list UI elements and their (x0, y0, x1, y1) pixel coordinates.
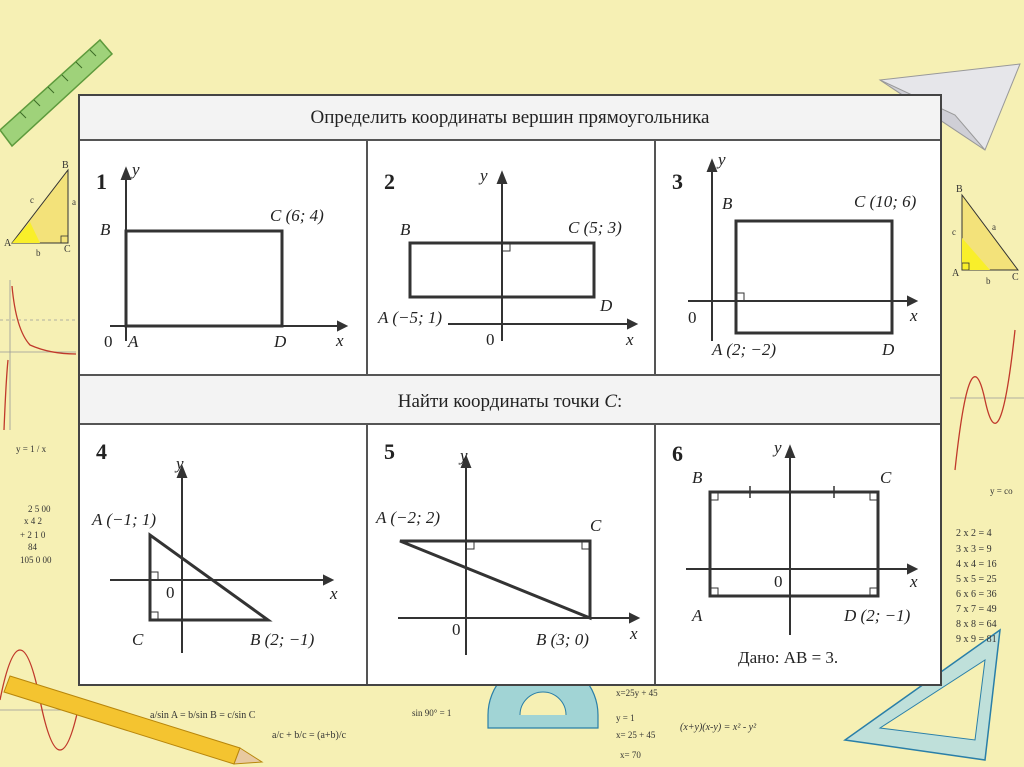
x-label: x (910, 306, 918, 325)
y-label: y (480, 166, 488, 185)
triangle-abc (150, 535, 268, 620)
problem-6-diagram (656, 425, 942, 684)
vertex-b-label: B (2; −1) (250, 630, 315, 649)
triangle-abc (400, 541, 590, 618)
svg-text:3 x 3 = 9: 3 x 3 = 9 (956, 544, 992, 555)
formula-fractions: a/c + b/c = (a+b)/c (272, 730, 347, 741)
section-header-find-c (80, 374, 940, 425)
y-label: y (774, 438, 782, 457)
svg-text:C: C (1012, 272, 1019, 283)
y-label: y (718, 150, 726, 169)
svg-text:A: A (952, 268, 960, 279)
header-mid-var: C (604, 391, 617, 412)
svg-text:a: a (72, 197, 76, 207)
problem-6 (656, 425, 942, 684)
vertex-d-label: D (2; −1) (844, 606, 911, 625)
problem-number: 3 (672, 169, 683, 194)
vertex-c-label: C (5; 3) (568, 218, 622, 237)
vertex-c-label: C (132, 630, 144, 649)
vertex-a-label: A (−5; 1) (378, 308, 443, 327)
svg-text:5 x 5 = 25: 5 x 5 = 25 (956, 574, 997, 585)
y-axis-arrow (708, 161, 716, 171)
svg-text:6 x 6 = 36: 6 x 6 = 36 (956, 589, 997, 600)
problem-number: 2 (384, 169, 395, 194)
y-label: y (460, 446, 468, 465)
problem-5-diagram (368, 425, 654, 684)
vertex-b-label: B (400, 220, 411, 239)
problem-2-diagram (368, 141, 654, 374)
vertex-d-label: D (882, 340, 895, 359)
svg-text:x= 25 + 45: x= 25 + 45 (616, 730, 656, 740)
problem-number: 6 (672, 441, 683, 466)
problem-number: 4 (96, 439, 107, 464)
problem-4-diagram (80, 425, 366, 684)
x-axis-arrow (628, 320, 636, 328)
formula-cos: y = co (990, 486, 1013, 496)
vertex-a-label: A (692, 606, 703, 625)
header-mid-suffix: : (617, 391, 623, 412)
svg-text:x=25y + 45: x=25y + 45 (616, 688, 658, 698)
x-axis-arrow (908, 297, 916, 305)
svg-text:2 x 2 = 4: 2 x 2 = 4 (956, 528, 992, 539)
x-label: x (630, 624, 638, 643)
vertex-a-label: A (128, 332, 139, 351)
svg-text:2 5 00: 2 5 00 (28, 504, 51, 514)
vertex-c-label: C (590, 516, 602, 535)
svg-text:84: 84 (28, 542, 37, 552)
vertex-a-label: A (2; −2) (712, 340, 777, 359)
svg-text:b: b (36, 248, 41, 258)
svg-text:A: A (4, 238, 12, 249)
multiplication-sketch (20, 504, 52, 565)
x-label: x (626, 330, 634, 349)
vertex-b-label: B (100, 220, 111, 239)
svg-text:c: c (952, 227, 956, 237)
equation-system (616, 688, 658, 760)
problem-5 (368, 425, 654, 684)
svg-text:4 x 4 = 16: 4 x 4 = 16 (956, 559, 997, 570)
rectangle-abcd (736, 221, 892, 333)
svg-text:y = 1: y = 1 (616, 713, 635, 723)
svg-text:x= 70: x= 70 (620, 750, 641, 760)
x-label: x (336, 331, 344, 350)
svg-text:8 x 8 = 64: 8 x 8 = 64 (956, 619, 997, 630)
problem-3 (656, 141, 942, 374)
origin-label: 0 (774, 572, 783, 591)
svg-text:C: C (64, 244, 71, 255)
rectangle-abcd (710, 492, 878, 596)
x-axis-arrow (630, 614, 638, 622)
vertex-d-label: D (600, 296, 613, 315)
svg-text:B: B (62, 160, 69, 171)
origin-label: 0 (104, 332, 113, 351)
vertex-b-label: B (692, 468, 703, 487)
problem-number: 5 (384, 439, 395, 464)
formula-sine-rule: a/sin A = b/sin B = c/sin C (150, 710, 256, 721)
vertex-c-label: C (10; 6) (854, 192, 917, 211)
x-label: x (910, 572, 918, 591)
origin-label: 0 (688, 308, 697, 327)
y-axis-arrow (122, 169, 130, 179)
vertex-b-label: B (722, 194, 733, 213)
vertex-b-label: B (3; 0) (536, 630, 589, 649)
x-axis-arrow (324, 576, 332, 584)
problem-1 (80, 141, 366, 374)
svg-text:a: a (992, 222, 996, 232)
origin-label: 0 (452, 620, 461, 639)
svg-text:B: B (956, 184, 963, 195)
rectangle-abcd (126, 231, 282, 326)
svg-text:c: c (30, 195, 34, 205)
svg-text:b: b (986, 276, 991, 286)
squares-table (956, 528, 997, 645)
problem-3-diagram (656, 141, 942, 374)
worksheet (78, 94, 942, 686)
svg-text:7 x 7 = 49: 7 x 7 = 49 (956, 604, 997, 615)
y-axis-arrow (498, 173, 506, 183)
svg-text:x 4 2: x 4 2 (24, 516, 42, 526)
x-axis-arrow (338, 322, 346, 330)
problem-4 (80, 425, 366, 684)
svg-text:105 0 00: 105 0 00 (20, 555, 52, 565)
origin-label: 0 (166, 583, 175, 602)
header-mid-prefix: Найти координаты точки (397, 391, 605, 412)
problem-1-diagram (80, 141, 366, 374)
y-label: y (132, 160, 140, 179)
vertex-c-label: C (880, 468, 892, 487)
formula-diff-squares: (x+y)(x-y) = x² - y² (680, 722, 757, 733)
y-label: y (176, 454, 184, 473)
formula-sin90: sin 90° = 1 (412, 708, 452, 718)
vertex-a-label: A (−1; 1) (92, 510, 157, 529)
problem-2 (368, 141, 654, 374)
problem-number: 1 (96, 169, 107, 194)
origin-label: 0 (486, 330, 495, 349)
svg-text:+ 2 1 0: + 2 1 0 (20, 530, 46, 540)
x-label: x (330, 584, 338, 603)
formula-inverse: y = 1 / x (16, 444, 47, 454)
section-header-rectangles: Определить координаты вершин прямоугольника (80, 96, 940, 141)
y-axis-arrow (786, 447, 794, 457)
svg-text:9 x 9 = 81: 9 x 9 = 81 (956, 634, 997, 645)
given-statement: Дано: AB = 3. (738, 648, 839, 667)
vertex-d-label: D (274, 332, 287, 351)
vertex-a-label: A (−2; 2) (376, 508, 441, 527)
vertex-c-label: C (6; 4) (270, 206, 324, 225)
